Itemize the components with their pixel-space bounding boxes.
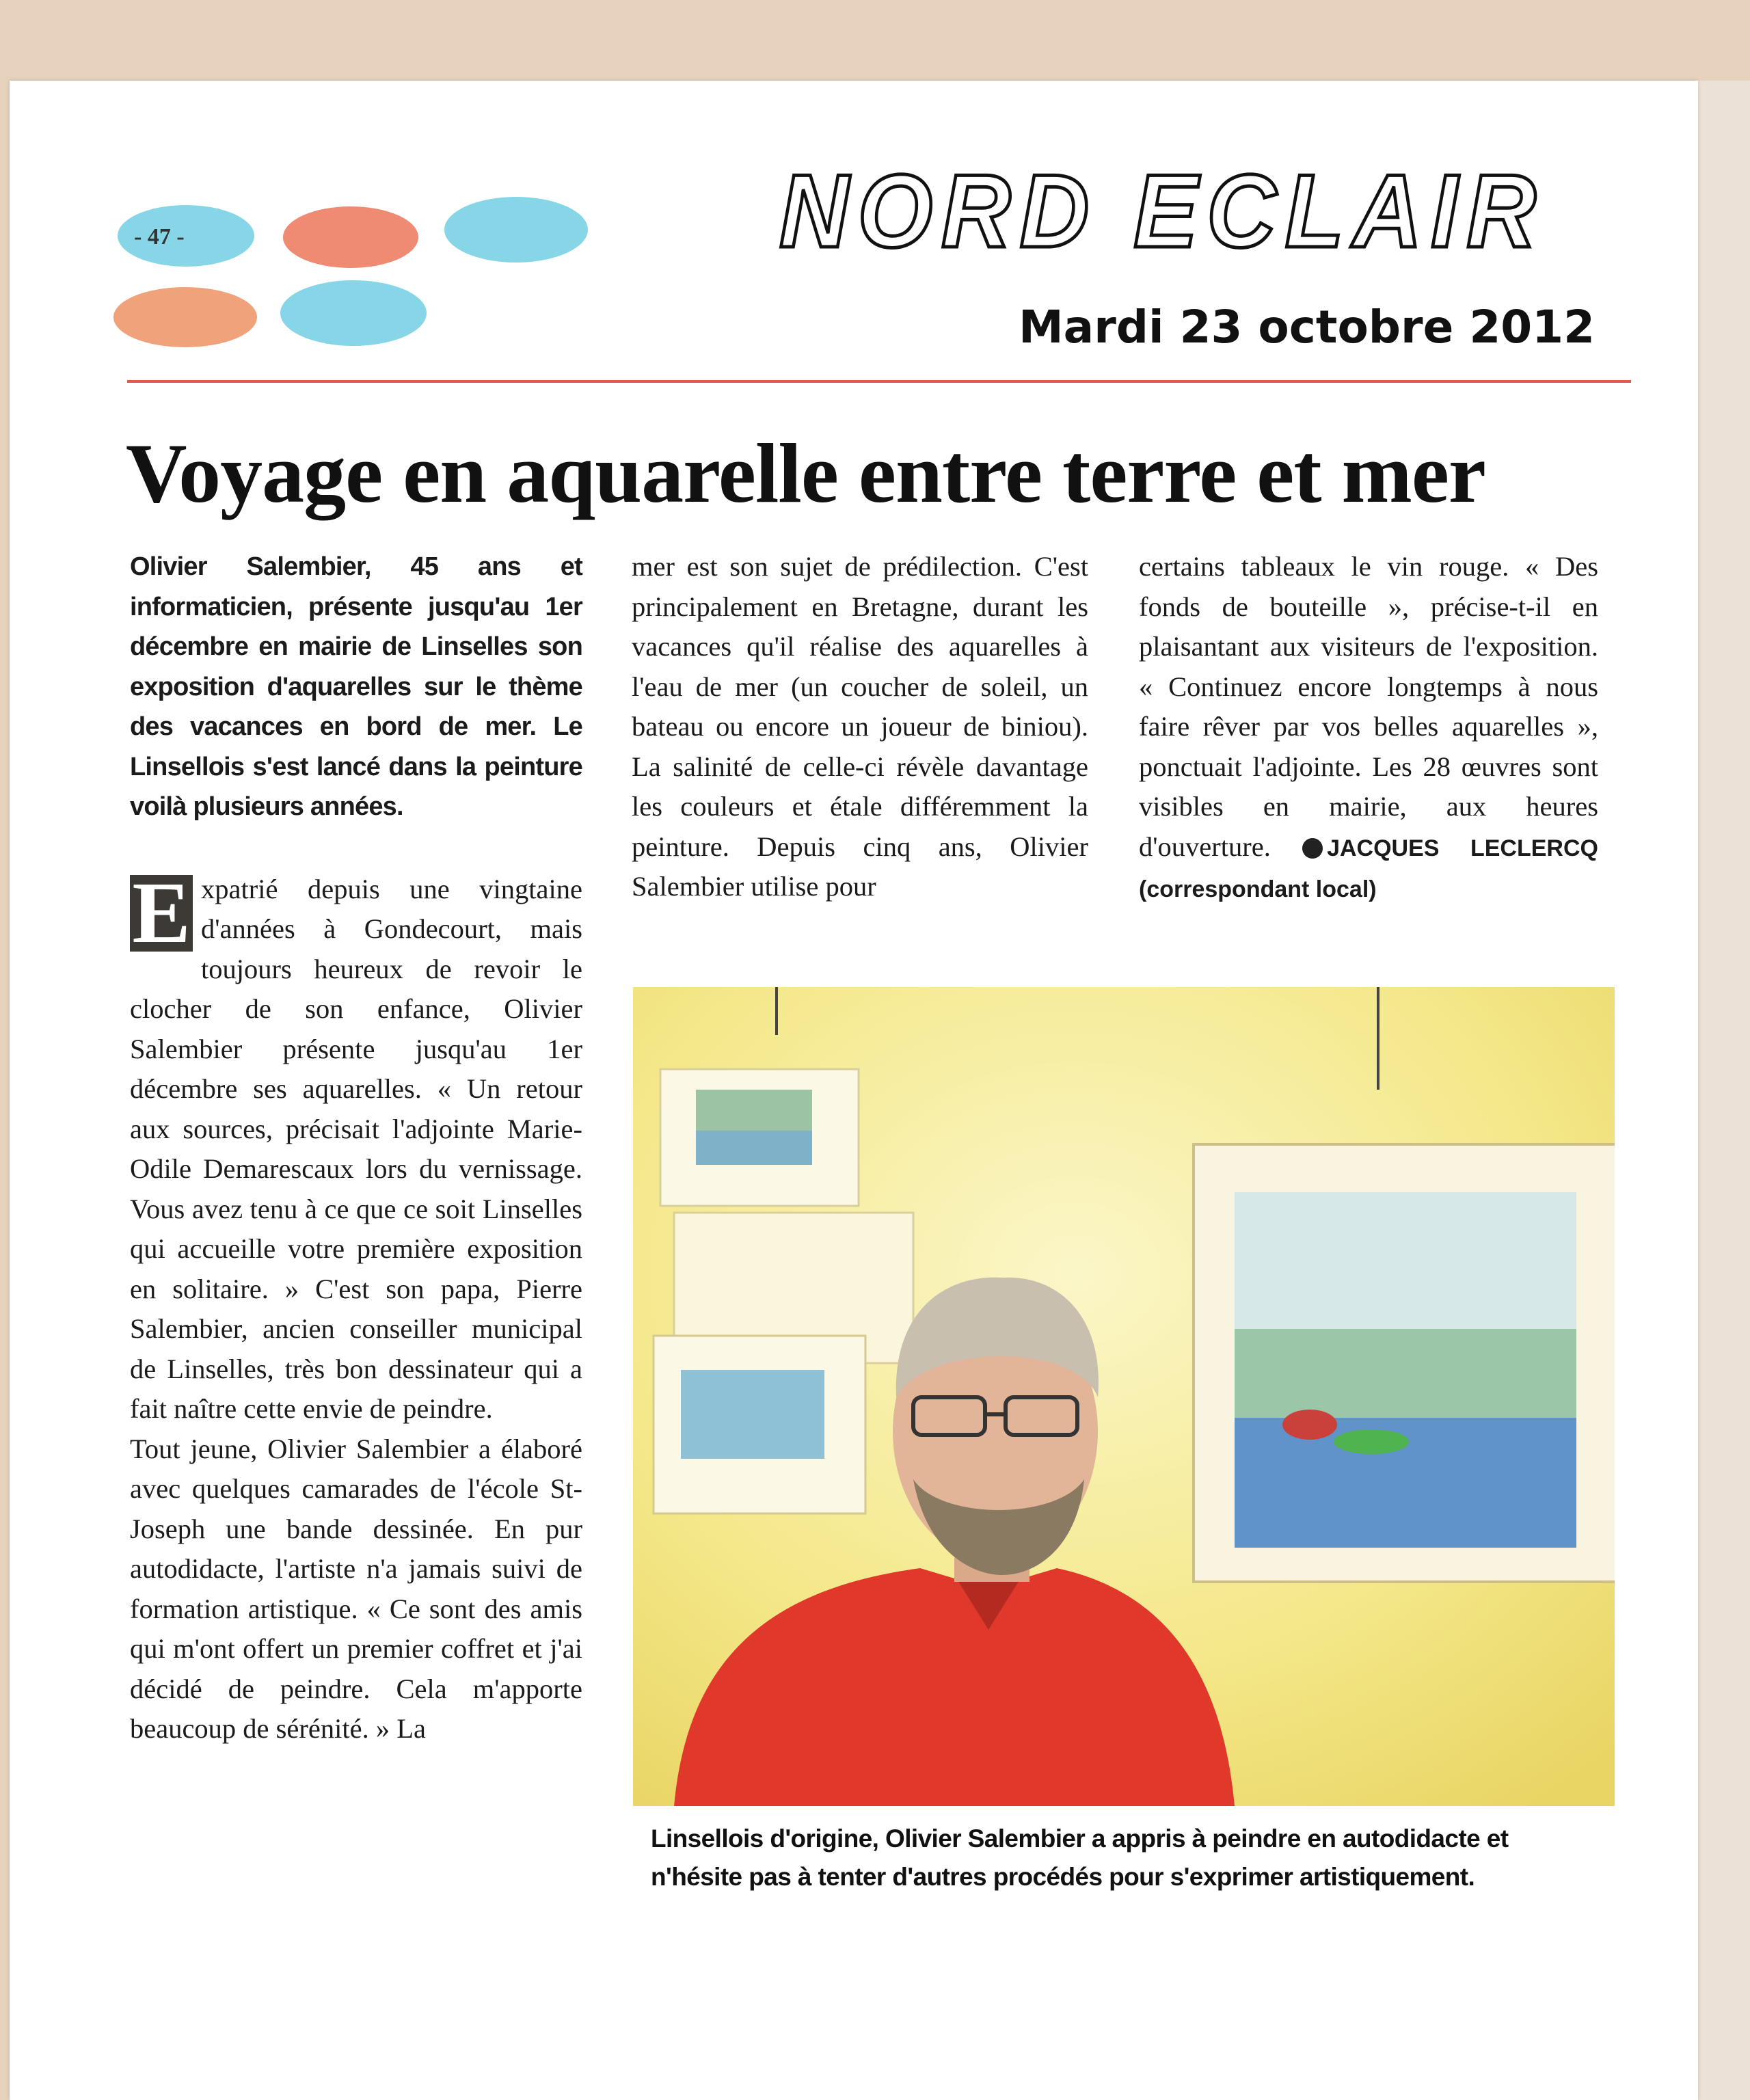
caption-line: Linsellois d'origine, Olivier Salembier a appris à peindre en autodidacte et [651, 1825, 1509, 1853]
drop-cap: E [130, 875, 193, 952]
article-photo [633, 987, 1615, 1806]
article-paragraph: Tout jeune, Olivier Salembier a élaboré avec quelques camarades de l'école St-Joseph une bande dessinée. En pur autodidacte, l'artiste n'a jamais suivi de formation artistique. « Ce sont des amis qui m'ont offert un premier coffret et j'ai décidé de peindre. Cela m'apporte beaucoup de sérénité. » La [130, 1433, 582, 1744]
article-column-1 [130, 547, 582, 1749]
issue-date: Mardi 23 octobre 2012 [1019, 301, 1596, 353]
article-headline: Voyage en aquarelle entre terre et mer [126, 427, 1485, 520]
masthead-logo [772, 154, 1552, 271]
decor-bubble [113, 287, 257, 347]
decor-bubble [283, 206, 418, 268]
article-column-3 [1139, 547, 1598, 910]
article-paragraph [130, 863, 582, 1429]
article-paragraph: mer est son sujet de prédilection. C'est principalement en Bretagne, durant les vacances qu'il réalise des aquarelles à l'eau de mer (un coucher de soleil, un bateau ou encore un joueur de biniou). La salinité de celle-ci révèle davantage les couleurs et étale différemment la peinture. Depuis cinq ans, Olivier Salembier utilise pour [632, 551, 1088, 902]
photo-caption [651, 1820, 1621, 1896]
article-body-1: xpatrié depuis une vingtaine d'années à Gondecourt, mais toujours heureux de revoir le clocher de son enfance, Olivier Salembier présente jusqu'au 1er décembre ses aquarelles. « Un retour aux sources, précisait l'adjointe Marie-Odile Demarescaux lors du vernissage. Vous avez tenu à ce que ce soit Linselles qui accueille votre première exposition en solitaire. » C'est son papa, Pierre Salembier, ancien conseiller municipal de Linselles, très bon dessinateur qui a fait naître cette envie de peindre. [130, 873, 582, 1424]
article-paragraph [1139, 547, 1598, 910]
article-column-2 [632, 547, 1088, 907]
decor-bubble [444, 197, 588, 262]
author-credit: JACQUES LECLERCQ (correspondant local) [1139, 835, 1598, 902]
caption-line: n'hésite pas à tenter d'autres procédés pour s'exprimer artistiquement. [651, 1863, 1475, 1891]
article-body-3: certains tableaux le vin rouge. « Des fonds de bouteille », précise-t-il en plaisantant aux visiteurs de l'exposition. « Continuez encore longtemps à nous faire rêver par vos belles aquarelles », ponctuait l'adjointe. Les 28 œuvres sont visibles en mairie, aux heures d'ouverture. [1139, 551, 1598, 862]
article-lead: Olivier Salembier, 45 ans et informaticien, présente jusqu'au 1er décembre en mairie de Linselles son exposition d'aquarelles sur le thème des vacances en bord de mer. Le Linsellois s'est lancé dans la peinture voilà plusieurs années. [130, 552, 582, 821]
credit-bullet-icon [1302, 838, 1323, 859]
page-number: - 47 - [134, 224, 185, 250]
decor-bubble [280, 280, 427, 346]
page-edge-shadow [1698, 81, 1750, 2100]
header-rule [127, 380, 1631, 383]
masthead-text: NORD ECLAIR [779, 154, 1545, 269]
